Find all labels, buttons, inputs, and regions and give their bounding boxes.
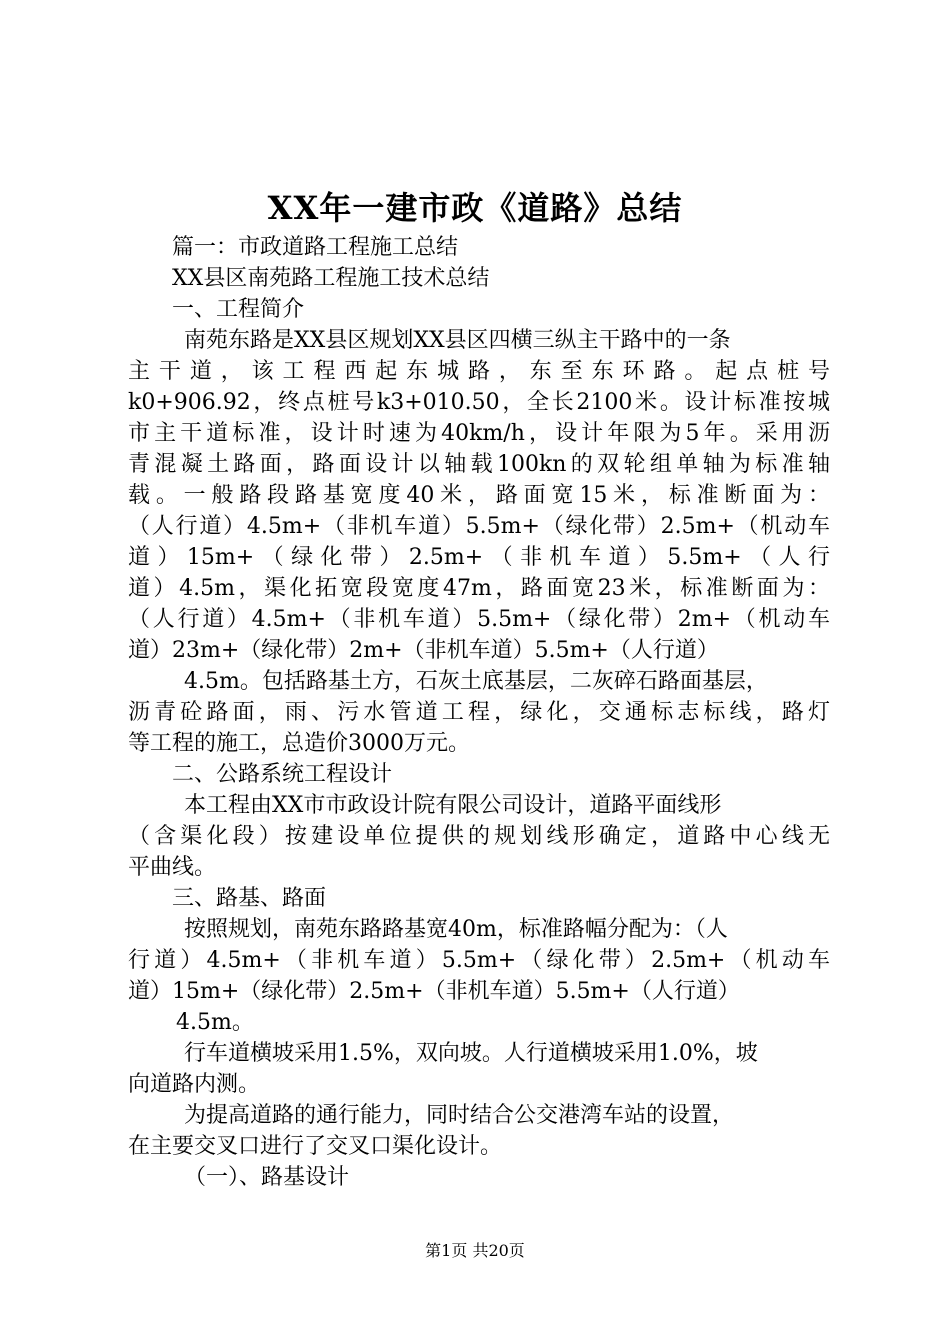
text-line: 行车道横坡采用1.5%，双向坡。人行道横坡采用1.0%，坡 (184, 1041, 758, 1066)
text-line: 向道路内测。 (128, 1072, 261, 1097)
text-line: 道）15m+（绿化带）2.5m+（非机车道）5.5m+（人行 (128, 545, 830, 570)
section-heading: 二、公路系统工程设计 (172, 762, 393, 787)
section-heading: （一）、路基设计 (184, 1165, 350, 1190)
text-line: 在主要交叉口进行了交叉口渠化设计。 (128, 1134, 503, 1159)
text-line: （人行道）4.5m+（非机车道）5.5m+（绿化带）2.5m+（机动车 (128, 514, 830, 539)
text-line: 4.5m。 (176, 1010, 254, 1035)
text-line: 平曲线。 (128, 855, 217, 880)
text-line: 市主干道标准，设计时速为40km/h，设计年限为5年。采用沥 (128, 421, 830, 446)
text-line: 篇一：市政道路工程施工总结 (172, 235, 459, 260)
text-line: 道）15m+（绿化带）2.5m+（非机车道）5.5m+（人行道） (128, 979, 740, 1004)
text-line: 行道）4.5m+（非机车道）5.5m+（绿化带）2.5m+（机动车 (128, 948, 830, 973)
text-line: 青混凝土路面，路面设计以轴载100kn的双轮组单轴为标准轴 (128, 452, 830, 477)
page-footer: 第1页 共20页 (425, 1241, 525, 1260)
text-line: 等工程的施工，总造价3000万元。 (128, 731, 470, 756)
text-line: 道）4.5m，渠化拓宽段宽度47m，路面宽23米，标准断面为： (128, 576, 830, 601)
text-line: 为提高道路的通行能力，同时结合公交港湾车站的设置， (184, 1103, 735, 1128)
text-line: XX县区南苑路工程施工技术总结 (172, 266, 490, 291)
text-line: 南苑东路是XX县区规划XX县区四横三纵主干路中的一条 (184, 328, 731, 353)
text-line: k0+906.92，终点桩号k3+010.50，全长2100米。设计标准按城 (128, 390, 830, 415)
text-line: （人行道）4.5m+（非机车道）5.5m+（绿化带）2m+（机动车 (128, 607, 830, 632)
text-line: 沥青砼路面，雨、污水管道工程，绿化，交通标志标线，路灯 (128, 700, 830, 725)
text-line: （含渠化段）按建设单位提供的规划线形确定，道路中心线无 (128, 824, 830, 849)
text-line: 按照规划，南苑东路路基宽40m，标准路幅分配为：（人 (184, 917, 728, 942)
section-heading: 一、工程简介 (172, 297, 305, 322)
document-body (128, 232, 830, 1193)
text-line: 4.5m。包括路基土方，石灰土底基层，二灰碎石路面基层， (184, 669, 768, 694)
text-line: 道）23m+（绿化带）2m+（非机车道）5.5m+（人行道） (128, 638, 719, 663)
section-heading: 三、路基、路面 (172, 886, 327, 911)
text-line: 主干道，该工程西起东城路，东至东环路。起点桩号 (128, 359, 830, 384)
text-line: 载。一般路段路基宽度40米，路面宽15米，标准断面为： (128, 483, 830, 508)
text-line: 本工程由XX市市政设计院有限公司设计，道路平面线形 (184, 793, 722, 818)
document-title: XX年一建市政《道路》总结 (267, 189, 683, 227)
